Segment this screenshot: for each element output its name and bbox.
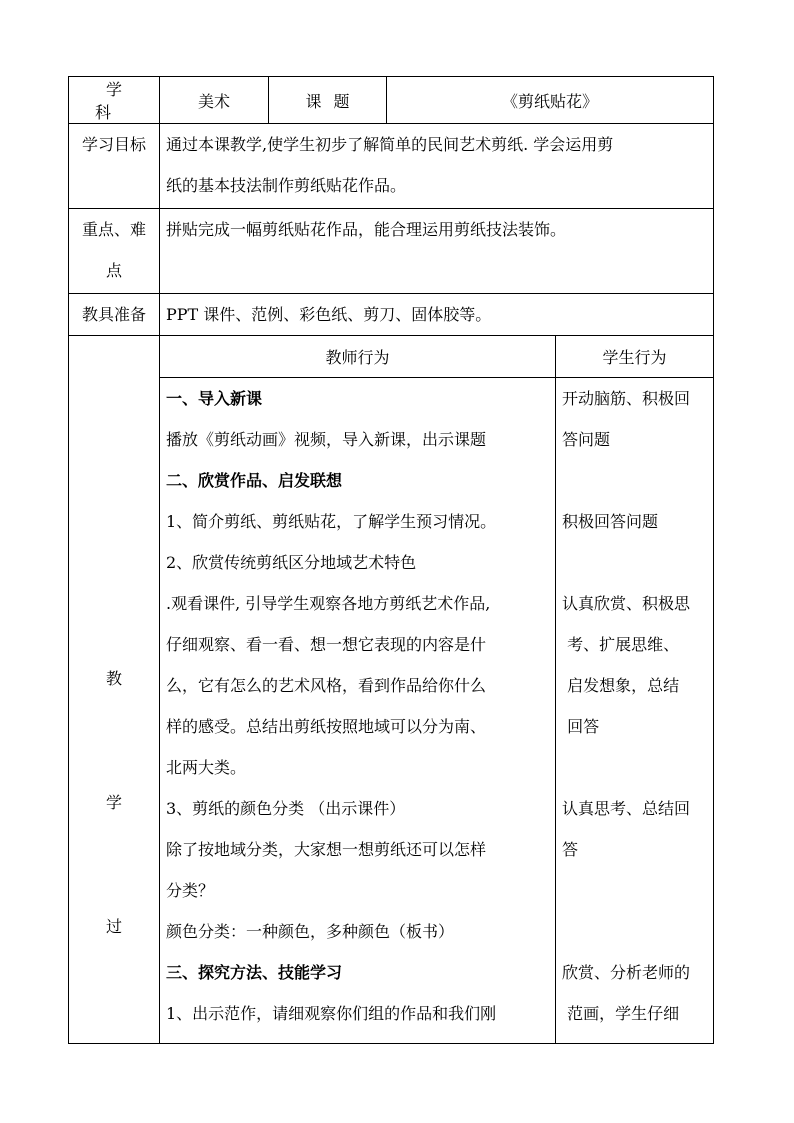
materials-label-text: 教具准备	[81, 305, 146, 324]
goals-row	[69, 124, 714, 209]
student-line: 答	[562, 840, 579, 859]
topic-label	[269, 77, 387, 124]
topic-value: 《剪纸贴花》	[387, 77, 714, 124]
teacher-header: 教师行为	[160, 336, 556, 378]
student-line	[562, 747, 707, 788]
teacher-line: .观看课件, 引导学生观察各地方剪纸艺术作品,	[166, 594, 491, 613]
teacher-line: 播放《剪纸动画》视频，导入新课，出示课题	[166, 430, 487, 449]
keypoints-text: 拼贴完成一幅剪纸贴花作品，能合理运用剪纸技法装饰。	[166, 220, 567, 239]
student-line: 范画，学生仔细	[562, 1004, 680, 1023]
student-line: 启发想象，总结	[562, 676, 680, 695]
student-line	[562, 542, 707, 583]
keypoints-label	[69, 209, 160, 294]
side-label-char: 教	[105, 669, 122, 688]
teacher-line: 1、简介剪纸、剪纸贴花，了解学生预习情况。	[166, 512, 497, 531]
keypoints-label-line: 重点、难	[81, 220, 146, 239]
student-line	[562, 870, 707, 911]
goals-line: 通过本课教学,使学生初步了解简单的民间艺术剪纸. 学会运用剪	[166, 135, 614, 154]
teacher-line: 样的感受。总结出剪纸按照地域可以分为南、	[166, 717, 487, 736]
teacher-lines	[160, 378, 555, 1034]
teacher-line: 除了按地域分类，大家想一想剪纸还可以怎样	[166, 840, 487, 859]
student-line	[562, 460, 707, 501]
subject-value: 美术	[160, 77, 269, 124]
teacher-line: 北两大类。	[166, 758, 247, 777]
goals-text	[160, 124, 713, 206]
keypoints-row	[69, 209, 714, 294]
side-label-char: 学	[105, 793, 122, 812]
subject-label	[69, 77, 160, 124]
header-row	[69, 77, 714, 124]
student-column	[556, 378, 714, 1044]
goals-label-text: 学习目标	[81, 135, 146, 154]
lesson-plan-table	[68, 76, 714, 1044]
student-header: 学生行为	[556, 336, 714, 378]
teacher-line: 一、导入新课	[166, 389, 263, 408]
student-line: 答问题	[562, 430, 611, 449]
student-line: 考、扩展思维、	[562, 635, 680, 654]
materials-content	[160, 294, 714, 336]
teacher-line: 1、出示范作，请细观察你们组的作品和我们刚	[166, 1004, 497, 1023]
materials-row	[69, 294, 714, 336]
student-line: 回答	[562, 717, 600, 736]
goals-label	[69, 124, 160, 209]
teacher-line: 仔细观察、看一看、想一想它表现的内容是什	[166, 635, 487, 654]
process-content-row	[69, 378, 714, 1044]
student-line: 欣赏、分析老师的	[562, 963, 691, 982]
process-side-label	[69, 336, 160, 1044]
teacher-line: 颜色分类：一种颜色，多种颜色（板书）	[166, 922, 455, 941]
goals-line: 纸的基本技法制作剪纸贴花作品。	[166, 176, 407, 195]
teacher-line: 2、欣赏传统剪纸区分地域艺术特色	[166, 553, 417, 572]
student-line: 认真思考、总结回	[562, 799, 691, 818]
teacher-line: 3、剪纸的颜色分类 （出示课件）	[166, 799, 406, 818]
teacher-line: 么，它有怎么的艺术风格，看到作品给你什么	[166, 676, 487, 695]
process-header-row	[69, 336, 714, 378]
teacher-column	[160, 378, 556, 1044]
materials-label	[69, 294, 160, 336]
student-lines	[556, 378, 713, 1034]
subject-label-text: 学科	[94, 80, 144, 122]
keypoints-label-line: 点	[105, 261, 122, 280]
goals-content	[160, 124, 714, 209]
topic-label-text: 课题	[305, 91, 362, 111]
student-line: 积极回答问题	[562, 512, 659, 531]
side-label-char: 过	[105, 917, 122, 936]
teacher-line: 分类？	[166, 881, 215, 900]
materials-text: PPT 课件、范例、彩色纸、剪刀、固体胶等。	[166, 305, 492, 324]
student-line: 开动脑筋、积极回	[562, 389, 691, 408]
teacher-line: 三、探究方法、技能学习	[166, 963, 343, 982]
teacher-line: 二、欣赏作品、启发联想	[166, 471, 343, 490]
student-line: 认真欣赏、积极思	[562, 594, 691, 613]
student-line	[562, 911, 707, 952]
keypoints-content	[160, 209, 714, 294]
